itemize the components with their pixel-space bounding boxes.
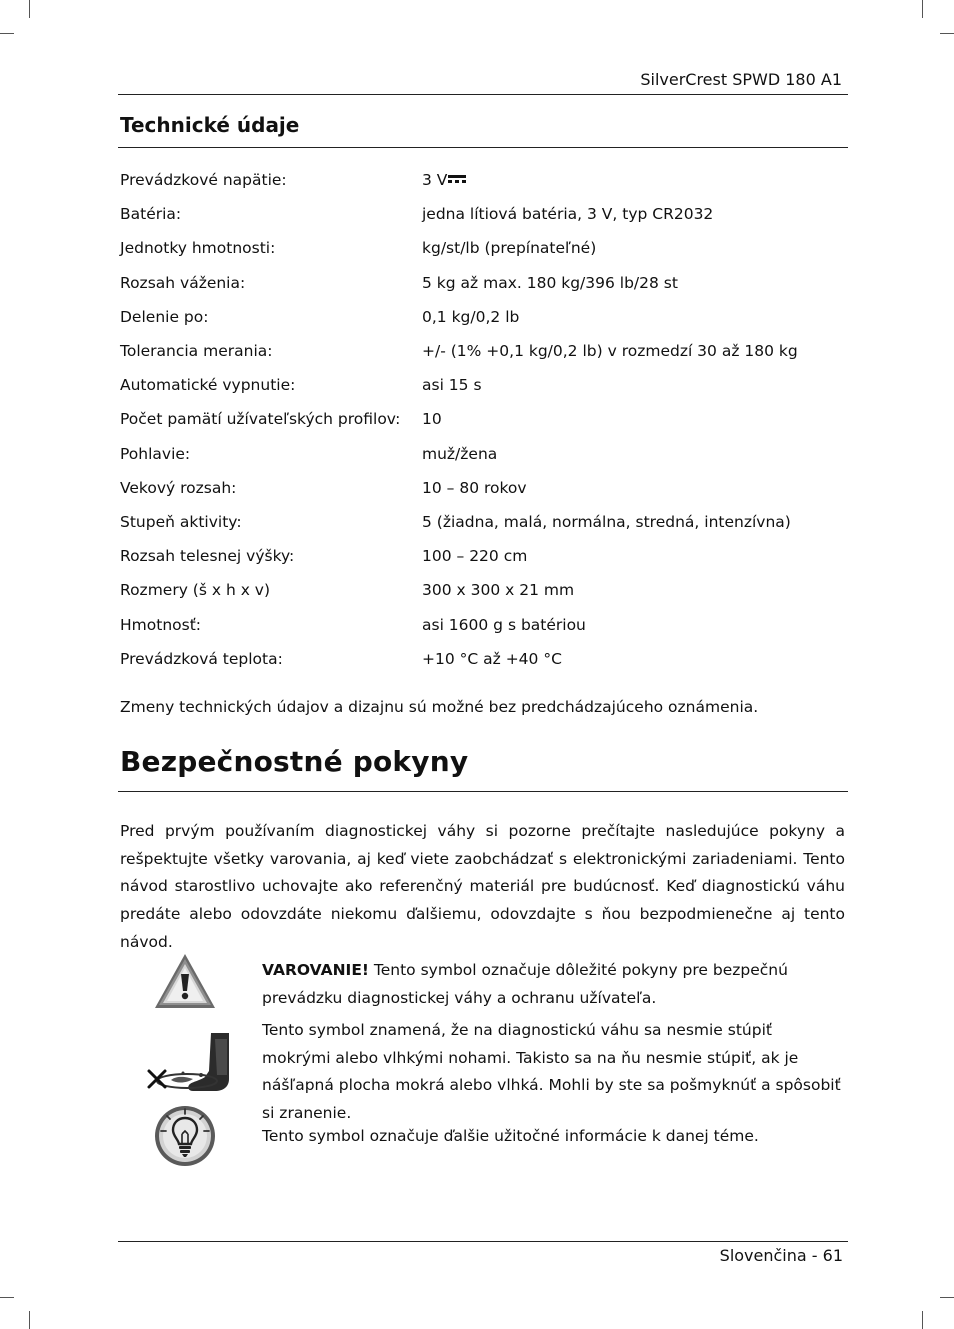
spec-row: [120, 573, 846, 607]
spec-value-text: 100 – 220 cm: [422, 547, 528, 566]
spec-label: Pohlavie:: [120, 444, 191, 463]
spec-label: Hmotnosť:: [120, 615, 201, 634]
spec-value-text: muž/žena: [422, 444, 498, 463]
specs-change-note: Zmeny technických údajov a dizajnu sú možné bez predchádzajúceho oznámenia.: [120, 698, 759, 716]
spec-row: [120, 607, 846, 641]
spec-label: Tolerancia merania:: [120, 342, 273, 361]
section-rule: [118, 791, 848, 792]
spec-row: [120, 642, 846, 676]
crop-mark: [0, 1297, 14, 1298]
no-wet-feet-icon: [143, 1031, 233, 1095]
spec-row: [120, 471, 846, 505]
spec-table: [120, 163, 846, 676]
spec-label: Rozsah váženia:: [120, 273, 246, 292]
lightbulb-icon: [153, 1104, 217, 1168]
spec-value: [422, 616, 846, 634]
spec-row: [120, 539, 846, 573]
spec-label: Prevádzková teplota:: [120, 649, 283, 668]
spec-value-text: 5 (žiadna, malá, normálna, stredná, intenzívna): [422, 512, 791, 531]
wet-feet-warning-text: Tento symbol znamená, že na diagnostickú váhu sa nesmie stúpiť mokrými alebo vlhkými nohami. Takisto sa na ňu nesmie stúpiť, ak je nášľapná plocha mokrá alebo vlhká. Mohli by ste sa pošmyknúť a spôsobiť si zranenie.: [262, 1021, 841, 1123]
crop-mark: [922, 1311, 923, 1329]
spec-value: [422, 274, 846, 292]
crop-mark: [29, 1311, 30, 1329]
spec-label: Batéria:: [120, 205, 182, 224]
spec-label: Jednotky hmotnosti:: [120, 239, 276, 258]
crop-mark: [0, 33, 14, 34]
spec-value: [422, 581, 846, 599]
spec-value: [422, 308, 846, 326]
spec-value: [422, 205, 846, 223]
spec-label: Prevádzkové napätie:: [120, 171, 287, 190]
spec-value: [422, 239, 846, 257]
spec-value: [422, 171, 846, 189]
info-text: Tento symbol označuje ďalšie užitočné informácie k danej téme.: [262, 1127, 759, 1145]
spec-value: [422, 547, 846, 565]
spec-label: Delenie po:: [120, 307, 209, 326]
safety-intro-paragraph: Pred prvým používaním diagnostickej váhy si pozorne prečítajte nasledujúce pokyny a rešpektujte všetky varovania, aj keď viete zaobchádzať s elektronickými zariadeniami. Tento návod starostlivo uchovajte ako referenčný materiál pre budúcnosť. Keď diagnostickú váhu predáte alebo odovzdáte niekomu ďalšiemu, odovzdajte s ňou bezpodmienečne aj tento návod.: [120, 822, 845, 951]
spec-row: [120, 266, 846, 300]
warning-triangle-icon: [153, 952, 217, 1010]
spec-value-text: 300 x 300 x 21 mm: [422, 581, 575, 600]
spec-value: [422, 342, 846, 360]
spec-row: [120, 437, 846, 471]
spec-row: [120, 197, 846, 231]
warning-text: [262, 957, 842, 1012]
spec-value-text: +/- (1% +0,1 kg/0,2 lb) v rozmedzí 30 až 180 kg: [422, 342, 798, 361]
crop-mark: [940, 33, 954, 34]
spec-value: [422, 650, 846, 668]
spec-value-text: jedna lítiová batéria, 3 V, typ CR2032: [422, 205, 714, 224]
spec-value-text: 10 – 80 rokov: [422, 478, 527, 497]
warning-description: Tento symbol označuje dôležité pokyny pre bezpečnú prevádzku diagnostickej váhy a ochranu užívateľa.: [262, 961, 788, 1007]
safety-heading: Bezpečnostné pokyny: [120, 745, 469, 778]
warning-label: VAROVANIE!: [262, 961, 369, 979]
spec-row: [120, 402, 846, 436]
spec-value-text: asi 15 s: [422, 376, 482, 395]
spec-label: Rozmery (š x h x v): [120, 581, 271, 600]
spec-row: [120, 300, 846, 334]
spec-value: [422, 479, 846, 497]
spec-value-text: 5 kg až max. 180 kg/396 lb/28 st: [422, 273, 678, 292]
page-footer: Slovenčina - 61: [719, 1246, 843, 1265]
spec-label: Počet pamätí užívateľských profilov:: [120, 410, 401, 429]
section-rule: [118, 147, 848, 148]
spec-value-text: 10: [422, 410, 442, 429]
spec-label: Vekový rozsah:: [120, 478, 237, 497]
dc-current-icon: [448, 174, 466, 184]
spec-value-text: kg/st/lb (prepínateľné): [422, 239, 597, 258]
spec-label: Rozsah telesnej výšky:: [120, 547, 295, 566]
spec-label: Stupeň aktivity:: [120, 512, 242, 531]
spec-value: [422, 445, 846, 463]
spec-value-text: asi 1600 g s batériou: [422, 615, 586, 634]
spec-value-text: 0,1 kg/0,2 lb: [422, 307, 520, 326]
header-rule: [118, 94, 848, 95]
crop-mark: [940, 1297, 954, 1298]
crop-mark: [922, 0, 923, 18]
spec-value: [422, 513, 846, 531]
running-header: SilverCrest SPWD 180 A1: [640, 70, 842, 89]
spec-row: [120, 505, 846, 539]
spec-value: [422, 376, 846, 394]
spec-row: [120, 163, 846, 197]
spec-row: [120, 368, 846, 402]
spec-row: [120, 334, 846, 368]
spec-value-text: +10 °C až +40 °C: [422, 649, 562, 668]
spec-row: [120, 231, 846, 265]
spec-value: [422, 410, 846, 428]
crop-mark: [29, 0, 30, 18]
footer-rule: [118, 1241, 848, 1242]
spec-value-text: 3 V: [422, 171, 448, 190]
technical-data-heading: Technické údaje: [120, 113, 300, 137]
spec-label: Automatické vypnutie:: [120, 376, 296, 395]
